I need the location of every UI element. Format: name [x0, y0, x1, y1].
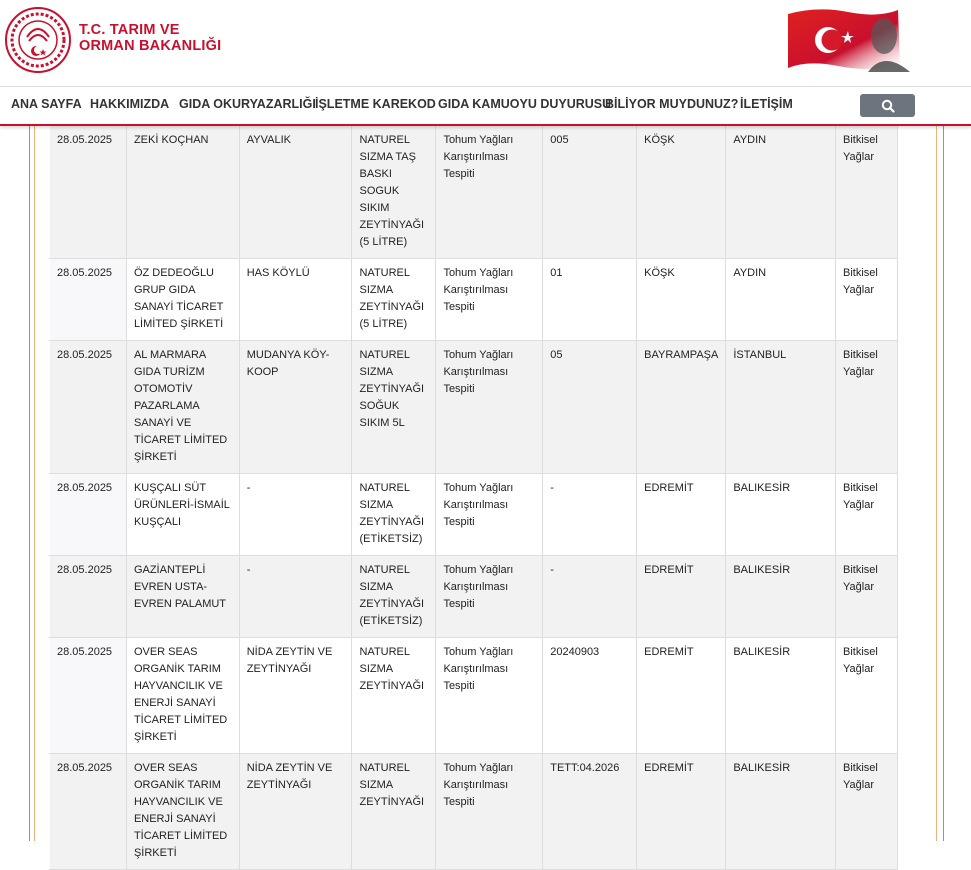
cell-district: EDREMİT: [637, 638, 726, 754]
cell-violation: Tohum Yağları Karıştırılması Tespiti: [436, 474, 543, 556]
cell-product: NATUREL SIZMA ZEYTİNYAĞI (ETİKETSİZ): [352, 474, 436, 556]
table-body: [50, 126, 898, 870]
cell-brand: MUDANYA KÖY-KOOP: [239, 341, 352, 474]
cell-firm: ÖZ DEDEOĞLU GRUP GIDA SANAYİ TİCARET LİMİTED ŞİRKETİ: [126, 259, 239, 341]
cell-batch: 01: [543, 259, 637, 341]
cell-city: BALIKESİR: [726, 754, 836, 870]
nav-gida-okuryazarligi[interactable]: GIDA OKURYAZARLIĞI: [179, 97, 316, 111]
cell-district: KÖŞK: [637, 126, 726, 259]
cell-date: 28.05.2025: [50, 556, 127, 638]
cell-group: Bitkisel Yağlar: [836, 556, 898, 638]
cell-date: 28.05.2025: [50, 754, 127, 870]
cell-violation: Tohum Yağları Karıştırılması Tespiti: [436, 259, 543, 341]
cell-violation: Tohum Yağları Karıştırılması Tespiti: [436, 638, 543, 754]
nav-gida-kamuoyu-duyurusu[interactable]: GIDA KAMUOYU DUYURUSU: [438, 97, 612, 111]
table-row: [50, 126, 898, 259]
table-row: [50, 259, 898, 341]
turkish-flag-image: [788, 6, 914, 72]
cell-district: EDREMİT: [637, 474, 726, 556]
nav-iletisim[interactable]: İLETİŞİM: [740, 97, 793, 111]
cell-district: EDREMİT: [637, 754, 726, 870]
cell-group: Bitkisel Yağlar: [836, 474, 898, 556]
cell-group: Bitkisel Yağlar: [836, 259, 898, 341]
cell-batch: 005: [543, 126, 637, 259]
cell-group: Bitkisel Yağlar: [836, 754, 898, 870]
cell-product: NATUREL SIZMA TAŞ BASKI SOGUK SIKIM ZEYTİNYAĞI (5 LİTRE): [352, 126, 436, 259]
cell-batch: -: [543, 556, 637, 638]
cell-date: 28.05.2025: [50, 126, 127, 259]
brand-line-2: ORMAN BAKANLIĞI: [79, 38, 222, 54]
cell-product: NATUREL SIZMA ZEYTİNYAĞI (5 LİTRE): [352, 259, 436, 341]
cell-brand: AYVALIK: [239, 126, 352, 259]
cell-firm: ZEKİ KOÇHAN: [126, 126, 239, 259]
main-nav: [0, 86, 971, 126]
cell-batch: TETT:04.2026: [543, 754, 637, 870]
search-button[interactable]: [860, 94, 915, 117]
cell-date: 28.05.2025: [50, 259, 127, 341]
cell-date: 28.05.2025: [50, 341, 127, 474]
cell-firm: OVER SEAS ORGANİK TARIM HAYVANCILIK VE ENERJİ SANAYİ TİCARET LİMİTED ŞİRKETİ: [126, 638, 239, 754]
announcement-table: [49, 126, 898, 870]
cell-district: BAYRAMPAŞA: [637, 341, 726, 474]
cell-date: 28.05.2025: [50, 638, 127, 754]
cell-batch: 20240903: [543, 638, 637, 754]
cell-firm: GAZİANTEPLİ EVREN USTA-EVREN PALAMUT: [126, 556, 239, 638]
cell-product: NATUREL SIZMA ZEYTİNYAĞI (ETİKETSİZ): [352, 556, 436, 638]
cell-district: KÖŞK: [637, 259, 726, 341]
cell-city: BALIKESİR: [726, 556, 836, 638]
table-row: [50, 341, 898, 474]
cell-brand: HAS KÖYLÜ: [239, 259, 352, 341]
nav-ana-sayfa[interactable]: ANA SAYFA: [11, 97, 82, 111]
cell-product: NATUREL SIZMA ZEYTİNYAĞI SOĞUK SIKIM 5L: [352, 341, 436, 474]
cell-firm: AL MARMARA GIDA TURİZM OTOMOTİV PAZARLAMA SANAYİ VE TİCARET LİMİTED ŞİRKETİ: [126, 341, 239, 474]
header: [0, 0, 971, 86]
cell-violation: Tohum Yağları Karıştırılması Tespiti: [436, 556, 543, 638]
cell-city: BALIKESİR: [726, 638, 836, 754]
table-row: [50, 474, 898, 556]
cell-city: AYDIN: [726, 259, 836, 341]
cell-brand: -: [239, 474, 352, 556]
cell-city: İSTANBUL: [726, 341, 836, 474]
cell-brand: -: [239, 556, 352, 638]
brand-line-1: T.C. TARIM VE: [79, 22, 180, 38]
cell-firm: KUŞÇALI SÜT ÜRÜNLERİ-İSMAİL KUŞÇALI: [126, 474, 239, 556]
cell-brand: NİDA ZEYTİN VE ZEYTİNYAĞI: [239, 754, 352, 870]
search-icon: [881, 99, 895, 113]
cell-city: BALIKESİR: [726, 474, 836, 556]
cell-batch: 05: [543, 341, 637, 474]
cell-violation: Tohum Yağları Karıştırılması Tespiti: [436, 126, 543, 259]
cell-violation: Tohum Yağları Karıştırılması Tespiti: [436, 754, 543, 870]
nav-biliyor-muydunuz[interactable]: BİLİYOR MUYDUNUZ?: [605, 97, 739, 111]
cell-firm: OVER SEAS ORGANİK TARIM HAYVANCILIK VE ENERJİ SANAYİ TİCARET LİMİTED ŞİRKETİ: [126, 754, 239, 870]
cell-group: Bitkisel Yağlar: [836, 341, 898, 474]
cell-city: AYDIN: [726, 126, 836, 259]
cell-product: NATUREL SIZMA ZEYTİNYAĞI: [352, 638, 436, 754]
nav-isletme-karekod[interactable]: İŞLETME KAREKOD: [315, 97, 436, 111]
table-row: [50, 556, 898, 638]
table-row: [50, 638, 898, 754]
cell-batch: -: [543, 474, 637, 556]
nav-hakkimizda[interactable]: HAKKIMIZDA: [90, 97, 170, 111]
ministry-name[interactable]: [79, 22, 221, 54]
cell-district: EDREMİT: [637, 556, 726, 638]
cell-group: Bitkisel Yağlar: [836, 126, 898, 259]
ministry-logo[interactable]: [5, 7, 71, 73]
cell-group: Bitkisel Yağlar: [836, 638, 898, 754]
cell-violation: Tohum Yağları Karıştırılması Tespiti: [436, 341, 543, 474]
table-row: [50, 754, 898, 870]
cell-date: 28.05.2025: [50, 474, 127, 556]
cell-product: NATUREL SIZMA ZEYTİNYAĞI: [352, 754, 436, 870]
cell-brand: NİDA ZEYTİN VE ZEYTİNYAĞI: [239, 638, 352, 754]
